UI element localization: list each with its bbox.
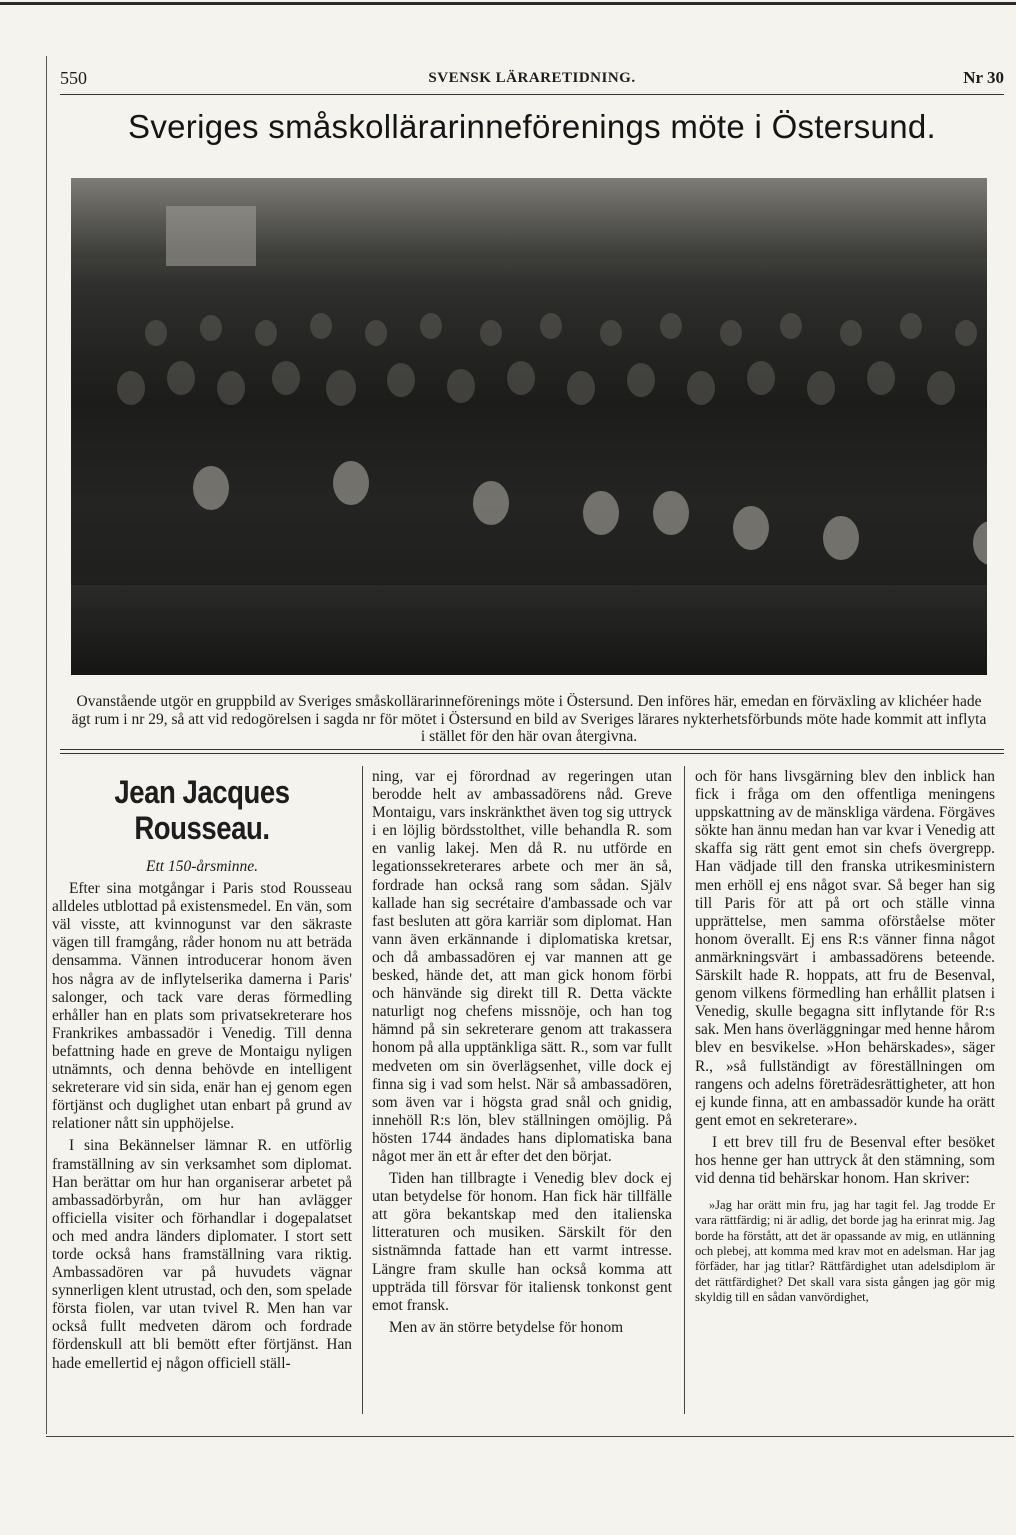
photo-caption: Ovanstående utgör en gruppbild av Sveriges småskollärarinneförenings möte i Östersund. Den införes här, emedan en förväxling av klichéer hade ägt rum i nr 29, så att vid redogörelsen i sagda nr för mötet i Östersund en bild av Sveriges lärares nykterhetsförbunds möte hade kommit att inflyta i stället för den här ovan återgivna. — [71, 693, 987, 745]
paragraph: Men av än större betydelse för honom — [388, 1318, 624, 1336]
paragraph: I sina Bekännelser lämnar R. en utförlig framställning av sin verksamhet som diplomat. Han berättar om hur han organiserar arbetet på ambassadörbyrån, om hur han avlägger officiella visiter och förhandlar i dogepalatset och med andra länders diplomater. I stort sett torde också hans framställning vara riktig. Ambassadören var på huvudets vägnar synnerligen klent utrustad, och den, som spelade första fiolen, var utan tvivel R. Men han var också fullt medveten därom och fordrade fördenskull att bli bemött efter förtjänst. Han hade emellertid ej någon officiell ställ- — [52, 1137, 352, 1372]
caption-rule — [60, 749, 1004, 750]
quoted-letter: »Jag har orätt min fru, jag har tagit fel. Jag trodde Er vara rättfärdig; ni är adlig, det borde jag ha erinrat mig. Jag borde ha förstått, att det är opassande av mig, en utlänning och plebej, att komma med krav mot en adelsman. Har jag förfäder, har jag titlar? Rättfärdighet utan adelsdiplom är det rättfärdighet? Det skall vara sista gången jag gör mig skyldig till en sådan vanvördighet, — [695, 1198, 995, 1304]
masthead: SVENSK LÄRARETIDNING. — [428, 70, 636, 86]
paragraph: I ett brev till fru de Besenval efter besöket hos henne ger han uttryck åt den stämning, som vid denna tid behärskar honom. Han skriver: — [695, 1133, 995, 1188]
paragraph: och för hans livsgärning blev den inblick han fick i fråga om den offentliga meningens uppskattning av de mänskliga värdena. Förgäves sökte han ännu medan han var kvar i Venedig att skaffa sig rätt gent emot sin chefs övergrepp. Han vädjade till den franska utrikesministern men erhöll ej ens något svar. Så beger han sig till Paris för att på ort och ställe vinna upprättelse, men samma oförståelse möter honom överallt. Ej ens R:s vänner finna något anmärkningsvärt i ambassadörens beteende. Särskilt hade R. hoppats, att fru de Besenval, genom vilkens förmedling han erhållit platsen i Venedig, skulle begagna sitt inflytande för R:s sak. Men hans överläggningar med henne hårom blev en besvikelse. »Hon behärskades», säger R., »så fullständigt av föreställningen om rangens och adelns företrädesrättigheter, att hon ej kunde finna, att en ambassadör kunde ha orätt gent emot en sekreterare». — [695, 768, 995, 1129]
article-subtitle: Ett 150-årsminne. — [146, 858, 258, 875]
article-column-3 — [695, 768, 995, 1305]
header-rule — [60, 94, 1004, 95]
article-column-1 — [52, 768, 352, 1373]
article-column-2 — [372, 768, 672, 1337]
paragraph: ning, var ej förordnad av regeringen utan berodde helt av ambassadörens nåd. Greve Montaigu, vars inskränkthet även tog sig uttryck i en löjlig bördsstolthet, ville behandla R. som en vanlig lakej. Men då R. nu utförde en legationssekreterares arbete och mer än så, fordrade han också rang som sådan. Själv kallade han sig secrétaire d'ambassade och var fast besluten att göra karriär som diplomat. Han vann även erkännande i diplomatiska kretsar, och då ambassadören ej var mannen att ge besked, hände det, att man gick honom förbi och hänvände sig direkt till R. Detta väckte naturligt nog chefens missnöje, och han tog hämnd på sin sekreterare genom att trakassera honom på alla upptänkliga sätt. R., som var fullt medveten om sin överlägsenhet, ville dock ej finna sig i vad som helst. När så ambassadören, som även var i högsta grad snål och gnidig, innehöll R:s lön, blev ställningen omöjlig. På hösten 1744 ändades hans diplomatiska bana något mer än ett år efter det den börjat. — [372, 768, 672, 1165]
bottom-rule — [46, 1436, 1014, 1437]
article-title: Jean Jacques Rousseau. — [114, 774, 290, 846]
photo-crowd — [71, 238, 987, 598]
photo-floor — [71, 585, 987, 675]
page-headline: Sveriges småskollärarinneförenings möte i Östersund. — [128, 108, 936, 145]
column-rule — [684, 766, 685, 1414]
paragraph: Efter sina motgångar i Paris stod Rousseau alldeles utblottad på existensmedel. En vän, som väl visste, att kvinnogunst var den säkraste vägen till framgång, råder honom nu att beträda densamma. Vännen introducerar honom även hos några av de inflytelserika damerna i Paris' salonger, och tack vare deras förmedling erhåller han en plats som privatsekreterare hos Frankrikes ambassadör i Venedig. Till denna befattning hade en greve de Montaigu nyligen utnämnts, och denna behövde en intelligent sekreterare vid sin sida, enär han ej genom egen förtjänst och duglighet utan enbart på grund av relationer nått sin upphöjelse. — [52, 880, 352, 1133]
top-rule — [0, 2, 1016, 5]
issue-number: Nr 30 — [963, 68, 1004, 87]
caption-rule — [60, 753, 1004, 754]
page-number: 550 — [60, 68, 87, 88]
column-rule — [362, 766, 363, 1414]
group-photo — [71, 178, 987, 675]
page-header — [60, 68, 1004, 94]
paragraph: Tiden han tillbragte i Venedig blev dock ej utan betydelse för honom. Han fick här tillfälle att göra bekantskap med den italienska litteraturen och musiken. Särskilt för den sistnämnda fattade han ett varmt intresse. Längre fram skulle han också komma att uppträda till försvar för italiensk tonkonst gent emot fransk. — [372, 1170, 672, 1314]
